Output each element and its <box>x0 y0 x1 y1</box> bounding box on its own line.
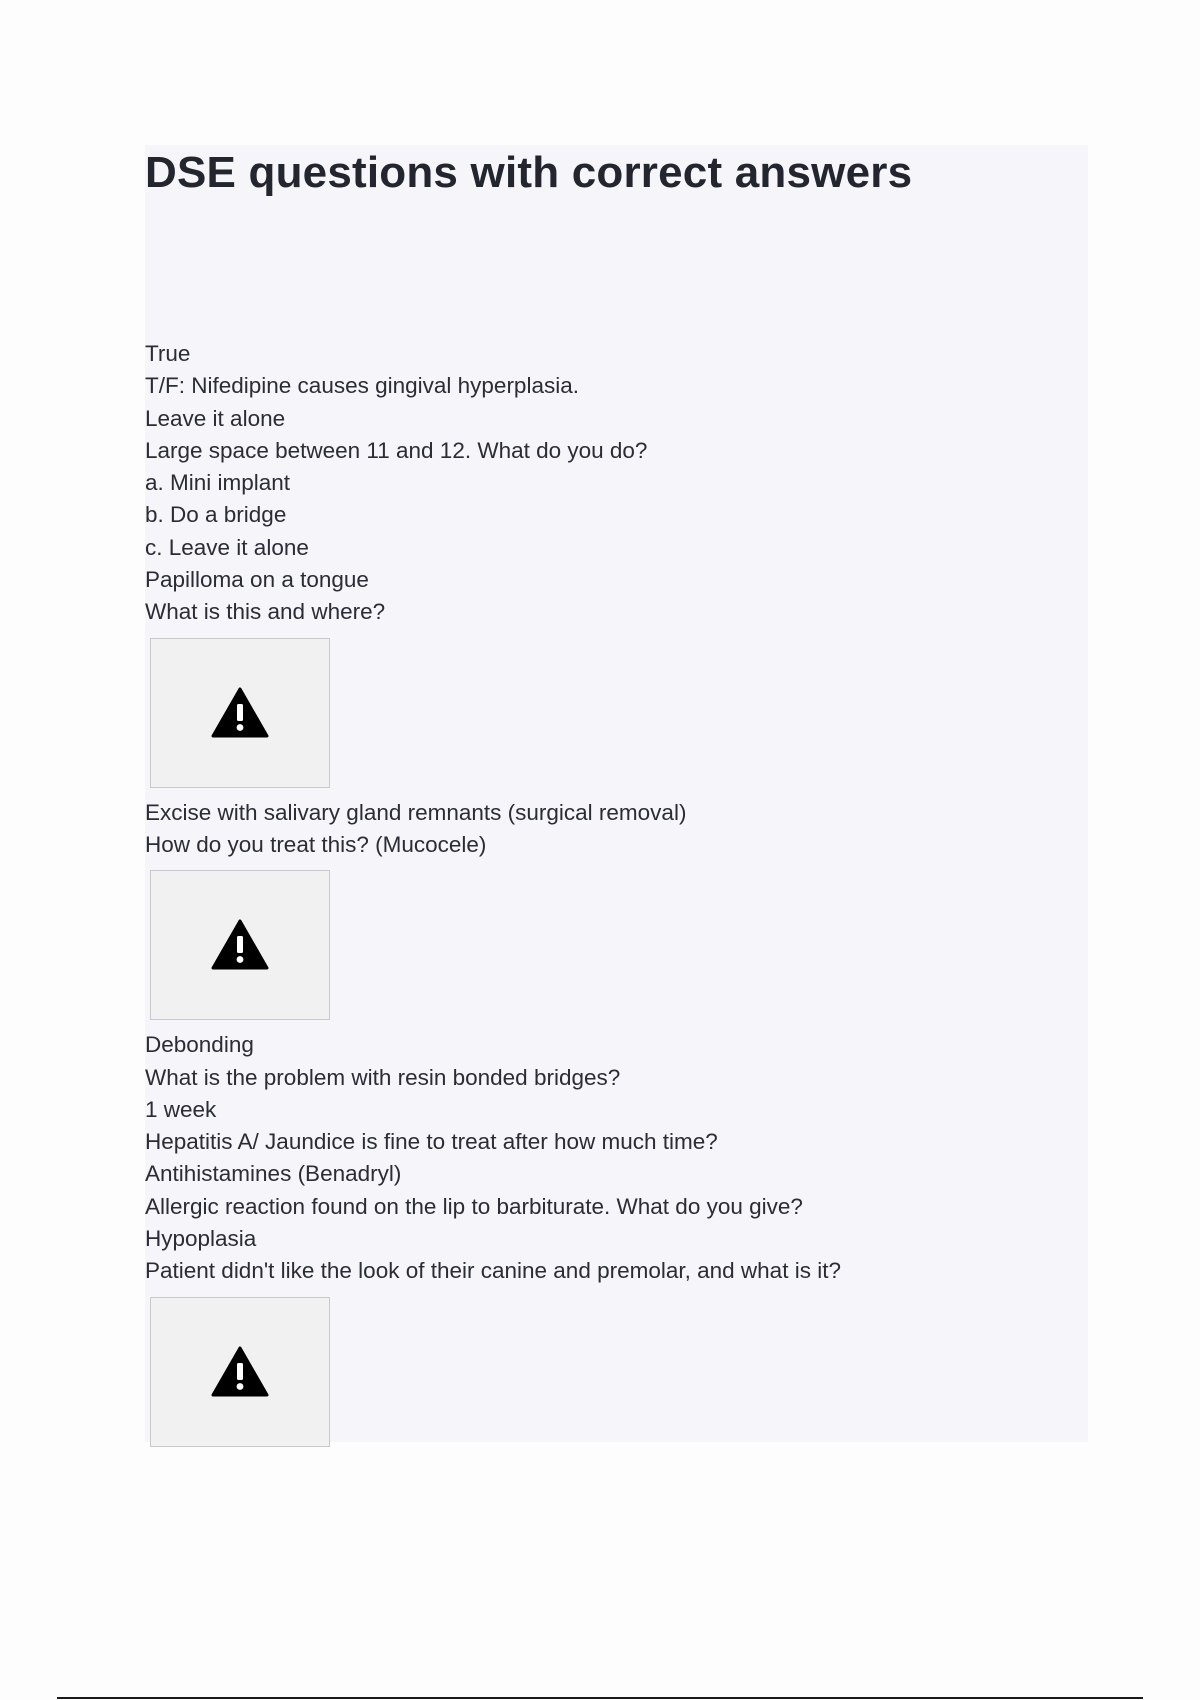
text-line: What is this and where? <box>145 599 386 625</box>
broken-image-placeholder <box>150 870 330 1020</box>
footer-divider <box>57 1697 1143 1699</box>
text-line: How do you treat this? (Mucocele) <box>145 831 487 857</box>
warning-triangle-icon <box>211 919 269 971</box>
broken-image-placeholder <box>150 1297 330 1447</box>
broken-image-placeholder <box>150 638 330 788</box>
text-line: c. Leave it alone <box>145 534 309 560</box>
text-line: Allergic reaction found on the lip to barbiturate. What do you give? <box>145 1193 803 1219</box>
text-line: T/F: Nifedipine causes gingival hyperplasia. <box>145 373 579 399</box>
text-line: True <box>145 341 191 366</box>
text-line: Hepatitis A/ Jaundice is fine to treat after how much time? <box>145 1129 718 1155</box>
text-line: Patient didn't like the look of their canine and premolar, and what is it? <box>145 1258 841 1284</box>
document-title: DSE questions with correct answers <box>145 148 913 197</box>
text-line: Debonding <box>145 1032 254 1058</box>
warning-triangle-icon <box>211 1346 269 1398</box>
warning-triangle-icon <box>211 687 269 739</box>
text-line: Large space between 11 and 12. What do you do? <box>145 437 648 463</box>
text-line: Papilloma on a tongue <box>145 567 369 593</box>
text-line: b. Do a bridge <box>145 502 287 528</box>
text-line: Hypoplasia <box>145 1226 257 1252</box>
text-line: a. Mini implant <box>145 470 291 496</box>
text-line: What is the problem with resin bonded bridges? <box>145 1064 621 1090</box>
text-line: Excise with salivary gland remnants (surgical removal) <box>145 799 687 825</box>
text-line: Antihistamines (Benadryl) <box>145 1161 402 1187</box>
text-line: Leave it alone <box>145 405 286 431</box>
qa-content <box>145 338 1085 1456</box>
text-line: 1 week <box>145 1096 217 1122</box>
